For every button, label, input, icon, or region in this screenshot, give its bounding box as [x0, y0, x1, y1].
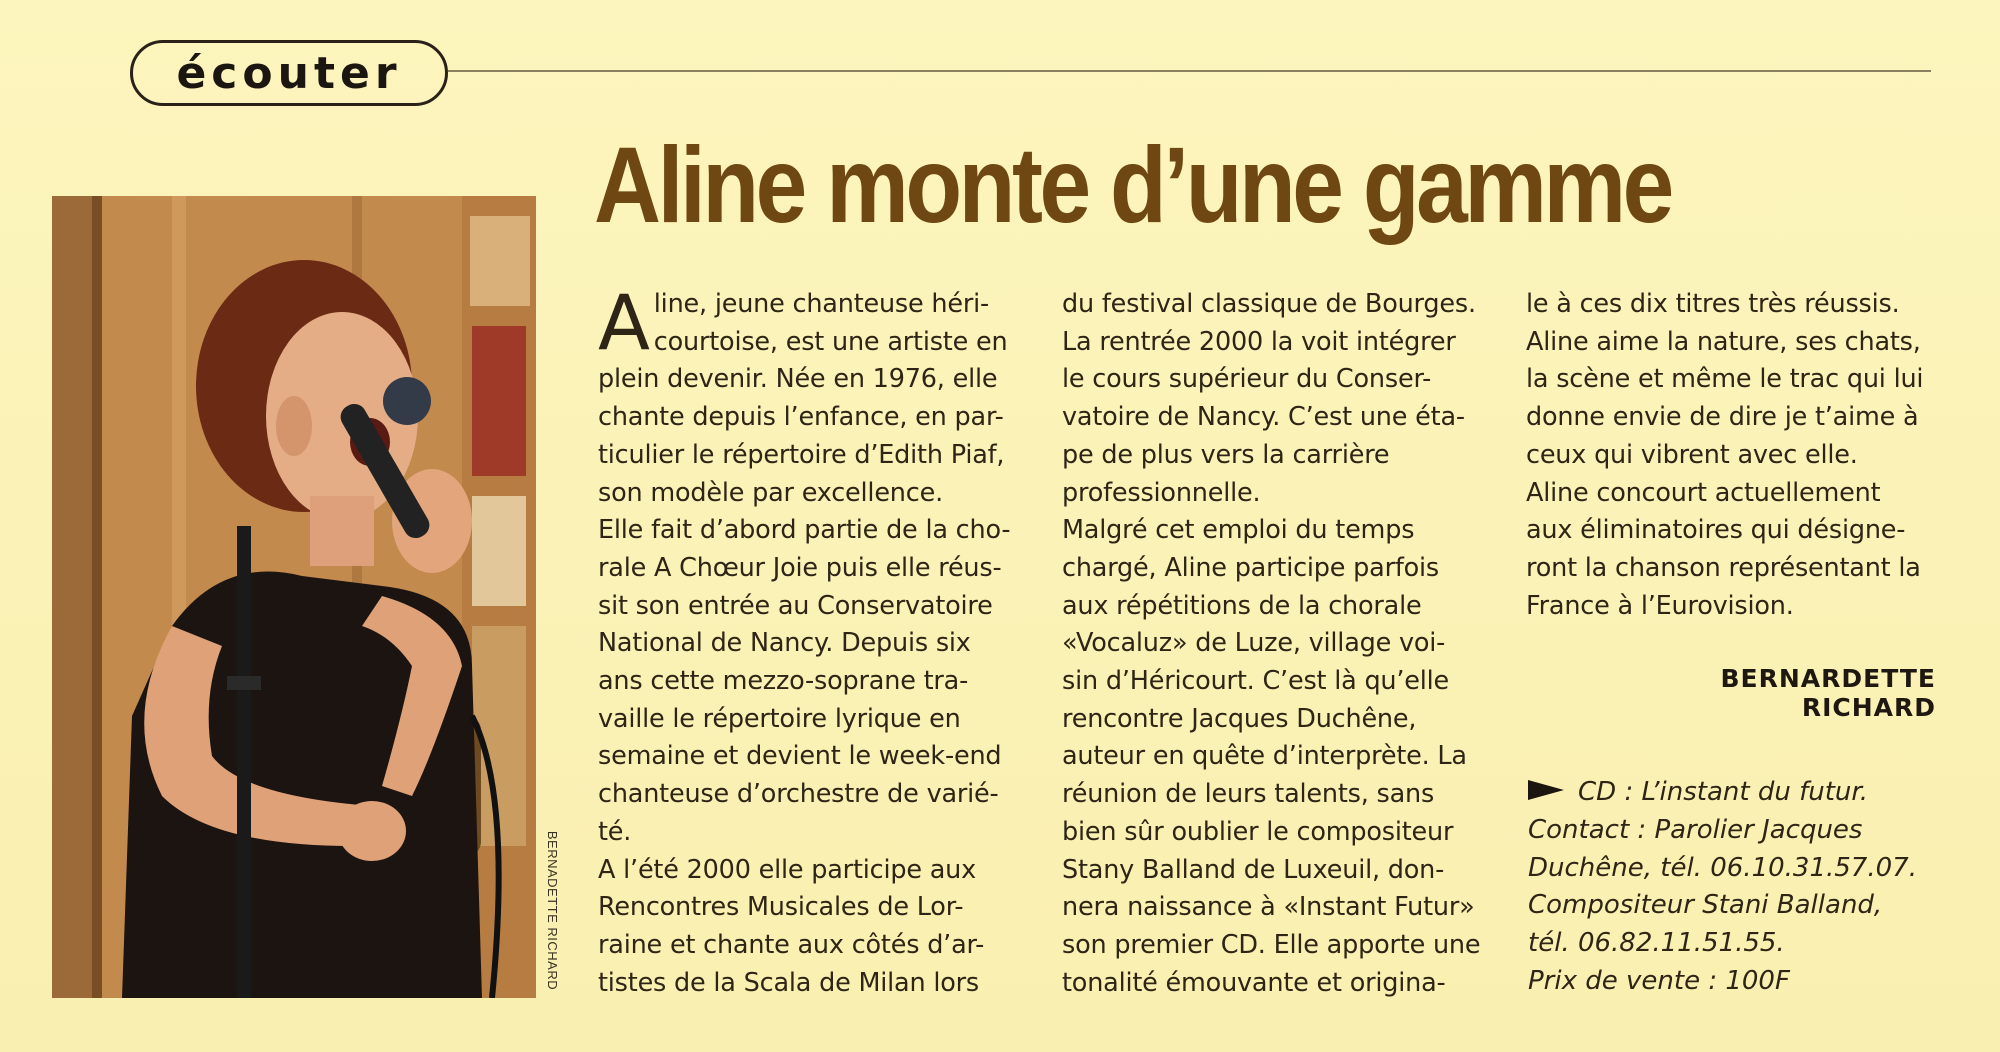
- photo-credit: BERNADETTE RICHARD: [545, 830, 561, 990]
- article-column-3: [1526, 286, 1946, 625]
- text-line: «Vocaluz» de Luze, village voi-: [1062, 628, 1446, 659]
- text-line: du festival classique de Bourges.: [1062, 289, 1476, 319]
- cd-info-box: [1528, 774, 1938, 1001]
- text-line: auteur en quête d’interprète. La: [1062, 741, 1467, 772]
- text-line: le à ces dix titres très réussis.: [1526, 289, 1900, 319]
- singer-photo: [52, 196, 536, 998]
- text-line: A l’été 2000 elle participe aux: [598, 854, 977, 885]
- text-line: rale A Chœur Joie puis elle réus-: [598, 552, 1002, 583]
- text-line: tonalité émouvante et origina-: [1062, 967, 1446, 998]
- cd-line: Duchêne, tél. 06.10.31.57.07.: [1528, 852, 1917, 883]
- cd-line: Contact : Parolier Jacques: [1528, 814, 1863, 845]
- text-line: ceux qui vibrent avec elle.: [1526, 439, 1858, 470]
- text-line: sin d’Héricourt. C’est là qu’elle: [1062, 666, 1450, 697]
- text-line: té.: [598, 816, 632, 847]
- text-line: donne envie de dire je t’aime à: [1526, 402, 1919, 433]
- cd-line: tél. 06.82.11.51.55.: [1528, 928, 1785, 959]
- text-line: pe de plus vers la carrière: [1062, 439, 1390, 470]
- arrow-right-icon: [1528, 780, 1564, 800]
- text-line: National de Nancy. Depuis six: [598, 628, 971, 659]
- text-line: ans cette mezzo-soprane tra-: [598, 666, 969, 697]
- author-byline: BERNARDETTE RICHARD: [1720, 664, 1936, 722]
- text-line: son premier CD. Elle apporte une: [1062, 929, 1481, 960]
- text-line: réunion de leurs talents, sans: [1062, 779, 1435, 810]
- article-column-1: [598, 278, 1011, 1002]
- text-line: le cours supérieur du Conser-: [1062, 364, 1432, 395]
- cd-line: Compositeur Stani Balland,: [1528, 890, 1883, 921]
- text-line: professionnelle.: [1062, 477, 1261, 508]
- text-line: vatoire de Nancy. C’est une éta-: [1062, 402, 1465, 433]
- text-line: Aline concourt actuellement: [1526, 477, 1881, 508]
- text-line: la scène et même le trac qui lui: [1526, 364, 1924, 395]
- section-rule: [448, 70, 1931, 72]
- text-line: bien sûr oublier le compositeur: [1062, 816, 1454, 847]
- text-line: rencontre Jacques Duchêne,: [1062, 703, 1417, 734]
- text-line: ront la chanson représentant la: [1526, 552, 1921, 583]
- headline: Aline monte d’une gamme: [594, 124, 1671, 245]
- cd-line: Prix de vente : 100F: [1528, 965, 1790, 996]
- section-tag: écouter: [130, 40, 448, 106]
- text-line: nera naissance à «Instant Futur»: [1062, 892, 1475, 923]
- text-line: son modèle par excellence.: [598, 477, 943, 508]
- text-line: La rentrée 2000 la voit intégrer: [1062, 326, 1456, 357]
- article-column-2: [1062, 286, 1481, 1002]
- dropcap: A: [598, 278, 650, 367]
- text-line: Rencontres Musicales de Lor-: [598, 892, 964, 923]
- text-line: raine et chante aux côtés d’ar-: [598, 929, 985, 960]
- text-line: Aline aime la nature, ses chats,: [1526, 326, 1921, 357]
- text-line: semaine et devient le week-end: [598, 741, 1002, 772]
- text-line: Stany Balland de Luxeuil, don-: [1062, 854, 1445, 885]
- text-line: tistes de la Scala de Milan lors: [598, 967, 979, 998]
- text-line: aux répétitions de la chorale: [1062, 590, 1422, 621]
- text-line: France à l’Eurovision.: [1526, 590, 1794, 621]
- text-line: Malgré cet emploi du temps: [1062, 515, 1415, 546]
- text-line: chargé, Aline participe parfois: [1062, 552, 1440, 583]
- text-line: aux éliminatoires qui désigne-: [1526, 515, 1906, 546]
- text-line: vaille le répertoire lyrique en: [598, 703, 961, 734]
- text-line: line, jeune chanteuse héri-: [653, 289, 990, 319]
- cd-line: CD : L’instant du futur.: [1528, 774, 1938, 812]
- text-line: Elle fait d’abord partie de la cho-: [598, 515, 1011, 546]
- text-line: ticulier le répertoire d’Edith Piaf,: [598, 439, 1005, 470]
- text-line: chante depuis l’enfance, en par-: [598, 402, 1004, 433]
- text-line: courtoise, est une artiste en: [653, 326, 1008, 357]
- text-line: sit son entrée au Conservatoire: [598, 590, 993, 621]
- text-line: chanteuse d’orchestre de varié-: [598, 779, 999, 810]
- text-line: plein devenir. Née en 1976, elle: [598, 364, 998, 395]
